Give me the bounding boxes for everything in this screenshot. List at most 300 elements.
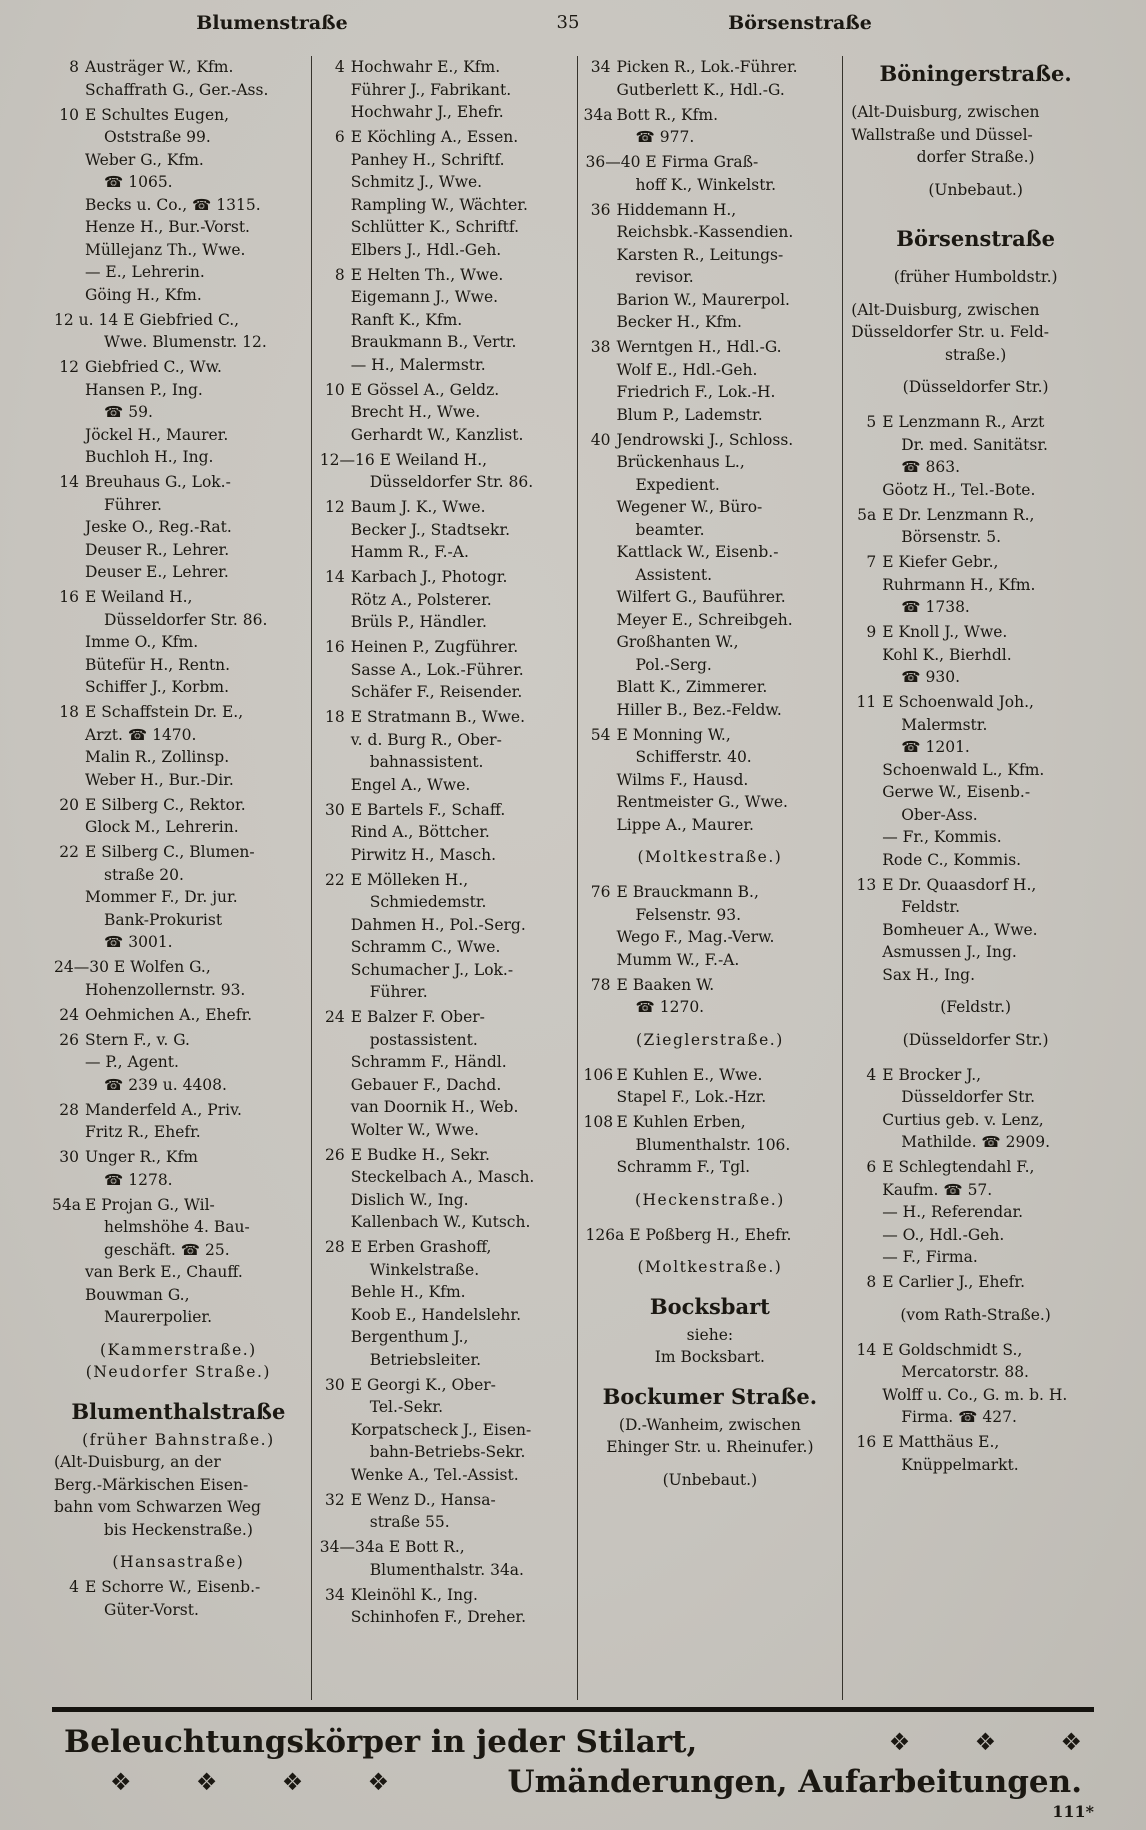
spacer (849, 256, 1102, 266)
directory-line: Knüppelmarkt. (901, 1455, 1019, 1474)
running-head-left-street: Blumenstraße (196, 12, 348, 34)
directory-line: bis Heckenstraße.) (103, 1520, 253, 1539)
directory-line: (Alt-Duisburg, zwischen (851, 300, 1040, 319)
directory-line: Schmitz J., Wwe. (350, 173, 483, 191)
directory-line: Gutberlett K., Hdl.-G. (616, 80, 785, 99)
directory-line: Ranft K., Kfm. (350, 310, 463, 329)
entry-text: E Silberg C., Rektor. (85, 795, 246, 814)
directory-line: (Feldstr.) (940, 998, 1012, 1016)
directory-line: — O., Hdl.-Geh. (882, 1225, 1005, 1244)
directory-line (849, 1271, 1102, 1294)
house-number: 34 (590, 58, 611, 76)
directory-line: Betriebsleiter. (369, 1350, 482, 1369)
entry-text: E Silberg C., Blumen- (85, 843, 255, 861)
directory-line: (Zieglerstraße.) (636, 1030, 784, 1049)
directory-line: Engel A., Wwe. (350, 775, 471, 794)
spacer (52, 1384, 305, 1394)
directory-line: Fritz R., Ehefr. (85, 1123, 201, 1141)
directory-line: Wilms F., Hausd. (616, 770, 749, 789)
directory-line: Rode C., Kommis. (882, 850, 1022, 869)
directory-line: Asmussen J., Ing. (882, 943, 1017, 961)
directory-line: (Heckenstraße.) (634, 1190, 785, 1209)
entry-text: E Projan G., Wil- (85, 1195, 215, 1214)
spacer (849, 1019, 1102, 1029)
directory-line: Wolter W., Wwe. (350, 1120, 479, 1139)
directory-line: Müllejanz Th., Wwe. (85, 240, 246, 259)
directory-line: Brecht H., Wwe. (350, 403, 481, 421)
directory-line: Eigemann J., Wwe. (350, 288, 499, 306)
directory-line: Steckelbach A., Masch. (350, 1168, 535, 1186)
directory-line: ☎ 1201. (901, 738, 970, 756)
directory-line: straße.) (944, 345, 1007, 364)
directory-line: Hiller B., Bez.-Feldw. (616, 700, 782, 719)
directory-line: Wego F., Mag.-Verw. (616, 928, 775, 946)
entry-text: E Schlegtendahl F., (882, 1158, 1035, 1176)
directory-line: helmshöhe 4. Bau- (104, 1218, 250, 1236)
directory-line: Wallstraße und Düssel- (851, 125, 1033, 144)
directory-line: Ober-Ass. (901, 805, 978, 824)
house-number: 18 (59, 703, 79, 721)
directory-line: Weber H., Bur.-Dir. (85, 770, 234, 789)
directory-line: Bütefür H., Rentn. (85, 655, 231, 674)
directory-line: Feldstr. (901, 898, 961, 916)
directory-line (318, 1236, 571, 1259)
directory-line: Wwe. Blumenstr. 12. (104, 333, 267, 351)
directory-line: Kaufm. ☎ 57. (882, 1180, 993, 1199)
directory-column-1 (46, 56, 311, 1700)
directory-line (52, 841, 305, 864)
directory-line: Dr. med. Sanitätsr. (901, 435, 1048, 454)
house-number: 4 (69, 1578, 79, 1596)
directory-line: Maurerpolier. (104, 1308, 213, 1326)
house-number: 36 (590, 200, 611, 219)
house-number: 54a (52, 1195, 81, 1214)
directory-line: Malermstr. (901, 715, 988, 734)
directory-line: Koob E., Handelslehr. (350, 1305, 522, 1324)
directory-line (318, 799, 571, 822)
directory-line: Korpatscheck J., Eisen- (350, 1420, 532, 1439)
directory-line (584, 336, 837, 359)
directory-line: (Kammerstraße.) (100, 1340, 257, 1359)
running-head-right-street: Börsenstraße (728, 12, 872, 34)
directory-line: Jeske O., Reg.-Rat. (85, 518, 232, 536)
street-heading: Börsenstraße (896, 226, 1056, 251)
entry-text: E Kuhlen E., Wwe. (616, 1065, 763, 1084)
entry-text: E Knoll J., Wwe. (882, 623, 1008, 641)
directory-line: — H., Referendar. (882, 1203, 1024, 1221)
directory-line: Mercatorstr. 88. (901, 1363, 1029, 1381)
directory-line: Jöckel H., Maurer. (85, 425, 229, 444)
directory-line: Deuser E., Lehrer. (85, 563, 229, 581)
directory-line: ☎ 59. (104, 403, 153, 421)
directory-line: Düsseldorfer Str. (901, 1088, 1036, 1106)
directory-line: Schmiedemstr. (369, 893, 487, 911)
directory-line: Bank-Prokurist (104, 910, 223, 929)
spacer (584, 1051, 837, 1061)
entry-text: Breuhaus G., Lok.- (85, 473, 231, 491)
directory-line: 24—30 E Wolfen G., (54, 958, 211, 976)
entry-text: E Dr. Quaasdorf H., (882, 875, 1037, 894)
spacer (584, 1211, 837, 1221)
directory-line: bahn-Betriebs-Sekr. (369, 1443, 526, 1461)
house-number: 106 (583, 1065, 614, 1084)
entry-text: E Carlier J., Ehefr. (882, 1273, 1026, 1291)
directory-line (52, 1029, 305, 1052)
entry-text: Oehmichen A., Ehefr. (85, 1005, 253, 1024)
house-number: 12 (59, 358, 79, 376)
directory-line: Becks u. Co., ☎ 1315. (85, 195, 261, 214)
directory-line: Felsenstr. 93. (635, 905, 742, 924)
house-number: 5a (857, 505, 877, 524)
directory-line: Sax H., Ing. (882, 965, 976, 984)
directory-line (849, 1431, 1102, 1454)
house-number: 20 (59, 795, 79, 814)
entry-text: E Brocker J., (882, 1065, 982, 1084)
directory-line: Wenke A., Tel.-Assist. (350, 1465, 519, 1484)
directory-line: (Neudorfer Straße.) (85, 1363, 271, 1381)
entry-text: E Brauckmann B., (616, 883, 759, 901)
directory-line: Deuser R., Lehrer. (85, 540, 230, 559)
directory-line: Göotz H., Tel.-Bote. (882, 480, 1036, 499)
directory-line: Göing H., Kfm. (85, 285, 202, 304)
house-number: 14 (59, 473, 79, 491)
directory-line: straße 55. (369, 1513, 450, 1531)
directory-line (52, 701, 305, 724)
directory-line: Elbers J., Hdl.-Geh. (350, 240, 502, 259)
directory-line (52, 1099, 305, 1122)
directory-line: (Düsseldorfer Str.) (902, 378, 1049, 396)
directory-line: Düsseldorfer Str. u. Feld- (851, 323, 1050, 341)
directory-line: straße 20. (104, 865, 184, 884)
directory-line (52, 794, 305, 817)
directory-column-3 (577, 56, 843, 1700)
directory-line: Wegener W., Büro- (616, 498, 763, 516)
spacer (849, 211, 1102, 221)
directory-line: siehe: (686, 1325, 734, 1344)
directory-column-2 (311, 56, 577, 1700)
directory-line: Lippe A., Maurer. (616, 815, 754, 834)
house-number: 10 (59, 105, 79, 124)
entry-text: E Georgi K., Ober- (350, 1375, 496, 1394)
directory-line: Pirwitz H., Masch. (350, 845, 497, 864)
directory-line (584, 724, 837, 747)
directory-line: ☎ 1738. (901, 598, 970, 616)
directory-line: Becker J., Stadtsekr. (350, 520, 511, 539)
directory-line: Glock M., Lehrerin. (85, 818, 239, 836)
entry-text: E Baaken W. (616, 975, 715, 994)
directory-line: Schramm F., Händl. (350, 1053, 507, 1071)
entry-text: Jendrowski J., Schloss. (616, 430, 794, 449)
spacer (849, 169, 1102, 179)
directory-line: Düsseldorfer Str. 86. (369, 473, 534, 491)
house-number: 11 (856, 693, 877, 711)
spacer (584, 1369, 837, 1379)
spacer (52, 1541, 305, 1551)
house-number: 24 (59, 1005, 79, 1024)
directory-line (584, 974, 837, 997)
directory-line: Firma. ☎ 427. (901, 1408, 1017, 1426)
directory-line: 12 u. 14 E Giebfried C., (54, 310, 240, 329)
directory-line: ☎ 239 u. 4408. (104, 1075, 227, 1094)
directory-line: Wilfert G., Bauführer. (616, 588, 786, 606)
directory-line: 126a E Poßberg H., Ehefr. (585, 1225, 792, 1244)
spacer (849, 1326, 1102, 1336)
directory-line (584, 429, 837, 452)
spacer (584, 1279, 837, 1289)
divider-rule (52, 1707, 1094, 1712)
directory-line: Ruhrmann H., Kfm. (882, 575, 1036, 594)
directory-line: ☎ 977. (635, 128, 695, 146)
directory-line: (Alt-Duisburg, zwischen (851, 103, 1040, 121)
entry-text: E Mölleken H., (350, 870, 469, 889)
house-number: 16 (59, 588, 79, 606)
directory-line: Börsenstr. 5. (901, 528, 1002, 546)
directory-line (849, 411, 1102, 434)
directory-line: Schumacher J., Lok.- (350, 960, 514, 979)
house-number: 54 (590, 725, 611, 744)
entry-text: Werntgen H., Hdl.-G. (616, 338, 782, 356)
directory-line: Führer. (104, 495, 162, 514)
directory-line: — F., Firma. (882, 1248, 978, 1266)
directory-line: Sasse A., Lok.-Führer. (350, 660, 524, 679)
house-number: 5 (866, 413, 877, 431)
directory-line: ☎ 930. (901, 668, 960, 686)
entry-text: Unger R., Kfm (85, 1148, 198, 1166)
entry-text: E Kuhlen Erben, (616, 1113, 746, 1131)
entry-text: Hochwahr E., Kfm. (350, 58, 501, 76)
directory-line: Rampling W., Wächter. (350, 195, 528, 214)
directory-line: Friedrich F., Lok.-H. (616, 383, 776, 401)
ad-line-2 (0, 1762, 1146, 1802)
directory-line: Güter-Vorst. (104, 1600, 199, 1619)
house-number: 14 (325, 568, 345, 586)
directory-line (584, 1111, 837, 1134)
directory-line (849, 1156, 1102, 1179)
spacer (584, 1459, 837, 1469)
directory-line: hoff K., Winkelstr. (635, 175, 777, 194)
spacer (849, 986, 1102, 996)
directory-line: Bouwman G., (85, 1285, 190, 1304)
directory-line: Im Bocksbart. (654, 1348, 765, 1366)
spacer (584, 836, 837, 846)
house-number: 26 (325, 1145, 345, 1164)
entry-text: Manderfeld A., Priv. (85, 1100, 242, 1119)
printers-mark: 111* (1052, 1802, 1094, 1821)
directory-line: Schiffer J., Korbm. (85, 678, 230, 696)
house-number: 34a (583, 105, 613, 124)
directory-line (52, 471, 305, 494)
directory-line: Schifferstr. 40. (635, 748, 752, 766)
directory-line: (Hansastraße) (112, 1553, 245, 1571)
entry-text: Picken R., Lok.-Führer. (616, 58, 798, 76)
ad-line2-text: Umänderungen, Aufarbeitungen. (507, 1764, 1082, 1800)
directory-line: Gerwe W., Eisenb.- (882, 783, 1031, 801)
directory-line (318, 496, 571, 519)
entry-text: E Köchling A., Essen. (350, 128, 519, 146)
house-number: 10 (325, 380, 345, 399)
directory-line (318, 1489, 571, 1512)
directory-line: bahnassistent. (369, 753, 484, 771)
house-number: 8 (866, 1273, 877, 1291)
house-number: 8 (334, 265, 345, 284)
ad-line-1 (0, 1722, 1146, 1762)
street-heading: Bockumer Straße. (602, 1383, 818, 1409)
entry-text: E Helten Th., Wwe. (350, 265, 504, 284)
directory-line (52, 356, 305, 379)
directory-line: Arzt. ☎ 1470. (85, 725, 197, 744)
directory-line (318, 126, 571, 149)
house-number: 108 (583, 1113, 614, 1131)
directory-line: — P., Agent. (85, 1053, 179, 1071)
directory-line: Dahmen H., Pol.-Serg. (350, 915, 526, 934)
entry-text: E Bartels F., Schaff. (350, 800, 506, 819)
directory-line: Becker H., Kfm. (616, 313, 742, 331)
directory-line: ☎ 3001. (104, 933, 173, 951)
directory-line: dorfer Straße.) (916, 148, 1035, 166)
spacer (584, 1019, 837, 1029)
spacer (849, 201, 1102, 211)
directory-line: Ehinger Str. u. Rheinufer.) (606, 1438, 814, 1456)
directory-line (584, 881, 837, 904)
directory-line: (Unbebaut.) (662, 1470, 758, 1489)
directory-line (849, 551, 1102, 574)
house-number: 30 (325, 800, 345, 819)
entry-text: E Budke H., Sekr. (350, 1145, 490, 1164)
directory-line (318, 706, 571, 729)
house-number: 40 (590, 430, 611, 449)
directory-line (52, 104, 305, 127)
directory-line: Barion W., Maurerpol. (616, 290, 790, 309)
directory-line: Schinhofen F., Dreher. (350, 1608, 527, 1626)
house-number: 13 (856, 875, 877, 894)
directory-line (849, 874, 1102, 897)
entry-text: E Schultes Eugen, (85, 105, 230, 124)
directory-line (584, 199, 837, 222)
directory-line (849, 691, 1102, 714)
directory-line (318, 56, 571, 79)
directory-line: — Fr., Kommis. (882, 828, 1002, 846)
entry-text: E Erben Grashoff, (350, 1238, 492, 1256)
entry-text: E Kiefer Gebr., (882, 553, 999, 571)
directory-line: Blatt K., Zimmerer. (616, 678, 768, 696)
entry-text: Giebfried C., Ww. (85, 358, 222, 376)
directory-line: Panhey H., Schriftf. (350, 150, 505, 169)
directory-line (849, 1339, 1102, 1362)
entry-text: Kleinöhl K., Ing. (350, 1585, 478, 1604)
directory-line: Hamm R., F.-A. (350, 543, 469, 561)
directory-line: 12—16 E Weiland H., (319, 450, 488, 469)
house-number: 14 (856, 1340, 877, 1359)
directory-line: Winkelstraße. (369, 1260, 480, 1279)
entry-text: E Stratmann B., Wwe. (350, 708, 526, 726)
directory-line: Düsseldorfer Str. 86. (104, 610, 268, 629)
directory-line: Reichsbk.-Kassendien. (616, 223, 794, 241)
entry-text: Heinen P., Zugführer. (350, 638, 519, 656)
directory-line: Assistent. (635, 565, 713, 584)
house-number: 22 (325, 870, 345, 889)
directory-line: (Düsseldorfer Str.) (902, 1030, 1049, 1049)
directory-line: geschäft. ☎ 25. (104, 1240, 230, 1259)
directory-line: (vom Rath-Straße.) (900, 1305, 1051, 1324)
directory-line (318, 869, 571, 892)
directory-line (318, 264, 571, 287)
entry-text: Austräger W., Kfm. (85, 58, 234, 76)
directory-line (318, 566, 571, 589)
directory-line (318, 1374, 571, 1397)
street-heading: Böningerstraße. (879, 61, 1072, 86)
directory-line: Bomheuer A., Wwe. (882, 920, 1038, 939)
house-number: 34 (325, 1585, 345, 1604)
entry-text: E Lenzmann R., Arzt (882, 413, 1045, 431)
entry-text: E Schorre W., Eisenb.- (85, 1578, 261, 1596)
directory-line (849, 504, 1102, 527)
house-number: 16 (856, 1433, 877, 1451)
entry-text: E Dr. Lenzmann R., (882, 505, 1035, 524)
spacer (849, 1051, 1102, 1061)
directory-line: (früher Bahnstraße.) (82, 1430, 275, 1449)
directory-line: Hohenzollernstr. 93. (85, 980, 246, 999)
directory-line: Brüls P., Händler. (350, 613, 487, 631)
directory-line (52, 586, 305, 609)
directory-line (849, 621, 1102, 644)
entry-text: E Schaffstein Dr. E., (85, 703, 244, 721)
entry-text: E Balzer F. Ober- (350, 1008, 485, 1026)
directory-line: Gerhardt W., Kanzlist. (350, 425, 524, 444)
house-number: 6 (866, 1158, 877, 1176)
house-number: 28 (325, 1238, 345, 1256)
house-number: 30 (59, 1148, 79, 1166)
house-number: 22 (59, 843, 79, 861)
directory-line: — E., Lehrerin. (85, 263, 205, 281)
directory-line (318, 1006, 571, 1029)
directory-line: v. d. Burg R., Ober- (350, 730, 502, 749)
directory-line (584, 56, 837, 79)
directory-line: 36—40 E Firma Graß- (585, 153, 759, 171)
diamond-ornament-icon: ❖ ❖ ❖ (888, 1728, 1082, 1756)
street-heading: Blumenthalstraße (71, 1398, 286, 1424)
directory-line: (Alt-Duisburg, an der (54, 1453, 221, 1471)
house-number: 4 (866, 1065, 877, 1084)
house-number: 4 (334, 58, 345, 76)
directory-line: Rentmeister G., Wwe. (616, 793, 788, 811)
directory-line: 34—34a E Bott R., (319, 1538, 465, 1556)
house-number: 38 (590, 338, 611, 356)
directory-line: van Berk E., Chauff. (85, 1263, 243, 1281)
directory-line: (Unbebaut.) (928, 180, 1023, 199)
directory-line (849, 1064, 1102, 1087)
directory-columns (46, 56, 1108, 1700)
directory-line: ☎ 1065. (104, 173, 173, 191)
spacer (584, 1246, 837, 1256)
directory-line (584, 1064, 837, 1087)
entry-text: E Weiland H., (85, 588, 193, 606)
spacer (52, 1329, 305, 1339)
directory-line: Henze H., Bur.-Vorst. (85, 218, 250, 236)
directory-line: Führer. (369, 983, 428, 1001)
entry-text: E Goldschmidt S., (882, 1340, 1023, 1359)
directory-line (318, 1144, 571, 1167)
directory-line: Dislich W., Ing. (350, 1190, 469, 1209)
directory-line: Meyer E., Schreibgeh. (616, 610, 793, 629)
directory-line: revisor. (635, 268, 694, 286)
directory-line: (Moltkestraße.) (637, 1258, 783, 1276)
directory-line: — H., Malermstr. (350, 355, 486, 374)
directory-line: Oststraße 99. (104, 128, 211, 146)
directory-line: Blumenthalstr. 106. (635, 1135, 791, 1154)
directory-line (52, 56, 305, 79)
directory-line: Wolff u. Co., G. m. b. H. (882, 1385, 1068, 1404)
directory-line: Rind A., Böttcher. (350, 823, 490, 841)
